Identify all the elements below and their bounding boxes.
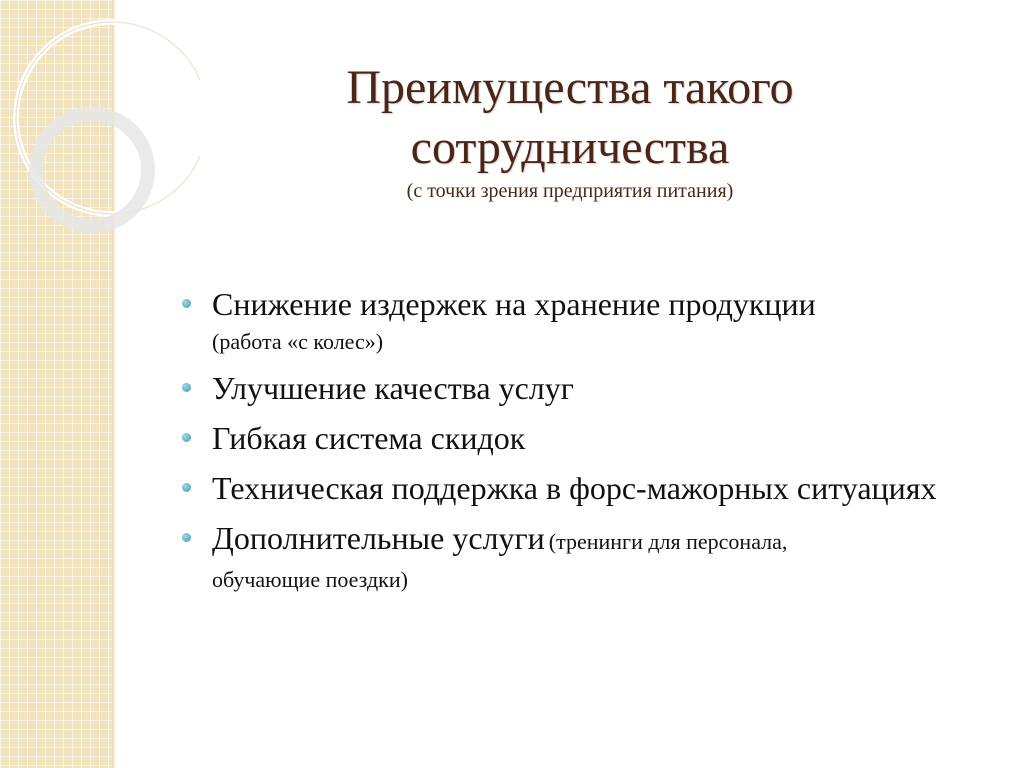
- bullet-text: Гибкая система скидок: [212, 420, 526, 456]
- bullet-item: [180, 282, 980, 360]
- bullet-item: [180, 416, 980, 460]
- decorative-circles: [0, 0, 200, 260]
- bullet-dot-icon: [182, 533, 191, 542]
- bullet-text: Улучшение качества услуг: [212, 370, 574, 406]
- bullet-note-continued: обучающие поездки): [212, 567, 408, 592]
- bullet-item: [180, 366, 980, 410]
- title-line-2: сотрудничества: [410, 121, 730, 174]
- bullet-dot-icon: [182, 433, 191, 442]
- title-line-1: Преимущества такого: [346, 61, 794, 114]
- bullet-note: (работа «с колес»): [212, 329, 384, 354]
- bullet-item: [180, 516, 980, 598]
- bullet-text: Снижение издержек на хранение продукции: [212, 286, 816, 322]
- slide-title: [200, 58, 940, 206]
- bullet-dot-icon: [182, 483, 191, 492]
- bullet-dot-icon: [182, 383, 191, 392]
- bullet-text: Техническая поддержка в форс-мажорных ситуациях: [212, 470, 937, 506]
- bullet-list: [180, 282, 980, 604]
- bullet-item: [180, 466, 952, 510]
- bullet-text: Дополнительные услуги: [212, 520, 545, 556]
- bullet-dot-icon: [182, 299, 191, 308]
- bullet-note-inline: (тренинги для персонала,: [548, 529, 788, 554]
- slide-subtitle: (с точки зрения предприятия питания): [406, 180, 734, 202]
